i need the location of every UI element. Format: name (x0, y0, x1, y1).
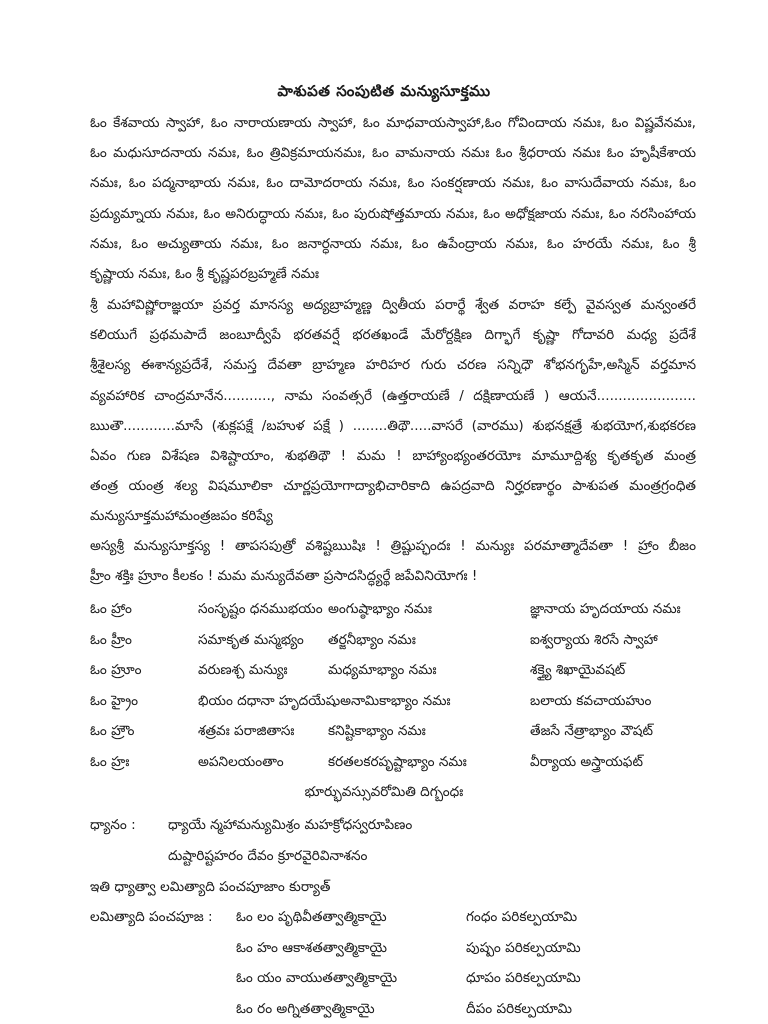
table-cell: ఓం హ్రూం (90, 662, 142, 679)
text-line: వ్యవహారిక చాంద్రమానేన..........., నామ సంవత్సరే (ఉత్తరాయణే / దక్షిణాయణే ) ఆయనే....................... (90, 387, 696, 404)
table-cell: ఓం హ్రీం (90, 631, 132, 648)
table-cell: శక్త్యై శిఖాయైవషట్ (530, 662, 626, 679)
table-row (90, 686, 696, 717)
text-line: నమః, ఓం పద్మనాభాయ నమః, ఓం దామోదరాయ నమః, ఓం సంకర్షణాయ నమః, ఓం వాసుదేవాయ నమః, ఓం (90, 175, 696, 192)
text-line: ఋతౌ............మాసే (శుక్లపక్షే /బహుళ పక్షే ) ........తిథౌ.....వాసరే (వారము) శుభనక్షత్రే శుభయోగ,శుభకరణ (90, 417, 696, 434)
table-cell: దీపం పరికల్పయామి (466, 1000, 572, 1017)
dhyanam-row (90, 841, 696, 872)
table-row (90, 902, 696, 933)
table-cell: కనిష్టికాభ్యాం నమః (328, 723, 426, 740)
table-cell: ఓం యం వాయుతత్వాత్మికాయై (236, 970, 398, 987)
text-line: కృష్ణాయ నమః, ఓం శ్రీ కృష్ణపరబ్రహ్మణే నమః (90, 265, 320, 282)
dhyanam-verse: దుష్టారిష్టహరం దేవం క్రూరవైరివినాశనం (168, 847, 368, 864)
table-cell: ఓం లం పృథివీతత్వాత్మికాయై (236, 909, 387, 925)
invocation-paragraph (90, 108, 696, 289)
table-cell: బలాయ కవచాయహుం (530, 692, 652, 709)
page-title: పాశుపత సంపుటిత మన్యుసూక్తము (277, 82, 491, 100)
table-cell: కరతలకరపృష్టాభ్యాం నమః (328, 753, 467, 770)
table-cell: పుష్పం పరికల్పయామి (466, 939, 581, 956)
text-line: నమః, ఓం అచ్యుతాయ నమః, ఓం జనార్ధనాయ నమః, ఓం ఉపేంద్రాయ నమః, ఓం హరయే నమః, ఓం శ్రీ (90, 235, 696, 252)
text-line: ఏవం గుణ విశేషణ విశిష్టాయాం, శుభతిథౌ ! మమ ! బాహ్యాంభ్యంతరయోః మామూద్దిశ్య కృతకృత మంత్ర (90, 447, 696, 464)
table-cell: ఓం హ్రౌం (90, 723, 135, 740)
ithi-line: ఇతి ధ్యాత్వా లమిత్యాది పంచపూజాం కుర్యాత్ (90, 879, 331, 895)
table-cell: జ్ఞానాయ హృదయాయ నమః (530, 601, 681, 617)
table-cell: మధ్యమాభ్యాం నమః (328, 662, 437, 679)
table-cell: శత్రవః పరాజితాసః (198, 723, 295, 740)
table-row (90, 655, 696, 686)
table-cell: భియం దధానా హృదయేషుఅనామికాభ్యాం నమః (198, 692, 451, 709)
text-line: తంత్ర యంత్ర శల్య విషమూలికా చూర్ణప్రయోగాద్యాభిచారికాది ఉపద్రవాది నిర్హరణార్థం పాశుపత మంత్రగ్రంధిత (90, 478, 696, 495)
text-line: హ్రీం శక్తిః హ్రూం కీలకం ! మమ మన్యుదేవతా ప్రసాదసిద్ధ్యర్థే జపేవినియోగః ! (90, 568, 478, 585)
table-cell: సంసృష్టం ధనముభయం (198, 601, 323, 617)
text-line: ఓం మధుసూదనాయ నమః, ఓం త్రివిక్రమాయనమః, ఓం వామనాయ నమః ఓం శ్రీధరాయ నమః ఓం హృషీకేశాయ (90, 145, 696, 162)
text-line: అస్యశ్రీ మన్యుసూక్తస్య ! తాపసపుత్రో వశిష్టఋషిః ! త్రిష్టుప్ఛందః ! మన్యుః పరమాత్మాదేవతా ! హ్రాం బీజం (90, 538, 696, 554)
table-cell: అపనిలయంతాం (198, 753, 284, 770)
table-cell: ఓం హ్రాం (90, 601, 132, 617)
table-cell: లమిత్యాది పంచపూజ : (90, 909, 213, 925)
table-row (90, 716, 696, 747)
digbandha-line: భూర్భువస్సువరోమితి దిగ్బంధః (304, 784, 464, 800)
panchapuja-table (90, 902, 696, 1024)
dhyanam-label: ధ్యానం : (90, 817, 136, 833)
table-cell: అంగుష్ఠాభ్యాం నమః (328, 601, 433, 617)
text-line: మన్యుసూక్తమహామంత్రజపం కరిష్యే (90, 508, 273, 525)
dhyanam-block (90, 810, 696, 871)
text-line: ఓం కేశవాయ స్వాహా, ఓం నారాయణాయ స్వాహా, ఓం మాధవాయస్వాహా,ఓం గోవిందాయ నమః, ఓం విష్ణవేనమః, (90, 115, 696, 131)
viniyoga-paragraph (90, 531, 696, 591)
text-line: కలియుగే ప్రథమపాదే జంబూద్వీపే భరతవర్షే భరతఖండే మేరోర్దక్షిణ దిగ్భాగే కృష్ణా గోదావరి మధ్య ప్రదేశే (90, 327, 696, 344)
table-cell: గంధం పరికల్పయామి (466, 909, 578, 925)
table-cell: ఐశ్వర్యాయ శిరసే స్వాహా (530, 631, 658, 648)
table-cell: ఓం హం ఆకాశతత్వాత్మికాయై (236, 939, 388, 956)
dhyanam-verse: ధ్యాయే న్మహామన్యుమిశ్రం మహక్రోధస్వరూపిణం (168, 817, 413, 833)
table-row (90, 933, 696, 964)
table-cell: ఓం రం అగ్నితత్వాత్మికాయై (236, 1000, 375, 1017)
table-cell: వరుణశ్చ మన్యుః (198, 662, 288, 679)
table-row (90, 594, 696, 625)
table-cell: ఓం హ్రః (90, 753, 130, 770)
text-line: ప్రద్యుమ్నాయ నమః, ఓం అనిరుద్ధాయ నమః, ఓం పురుషోత్తమాయ నమః, ఓం అధోక్షజాయ నమః, ఓం నరసింహాయ (90, 205, 696, 222)
dhyanam-row (90, 810, 696, 841)
table-cell: ఓం హ్రైం (90, 692, 139, 709)
table-cell: తర్జనీభ్యాం నమః (328, 631, 416, 648)
table-row (90, 625, 696, 656)
sankalpa-paragraph (90, 290, 696, 532)
nyasa-table (90, 594, 696, 778)
table-row (90, 994, 696, 1024)
table-cell: తేజసే నేత్రాభ్యాం వౌషట్ (530, 723, 653, 740)
text-line: శ్రీ మహావిష్ణోరాజ్ఞయా ప్రవర్త మానస్య అద్యబ్రాహ్మణ్ణ ద్వితీయ పరార్థే శ్వేత వరాహ కల్పే వైవస్వత మన్వంతరే (90, 297, 696, 313)
table-cell: ధూపం పరికల్పయామి (466, 970, 581, 987)
table-cell: వీర్యాయ అస్త్రాయఫట్ (530, 753, 643, 770)
table-row (90, 963, 696, 994)
table-cell: సమాకృత మస్మభ్యం (198, 631, 304, 648)
table-row (90, 747, 696, 778)
text-line: శ్రీశైలస్య ఈశాన్యప్రదేశే, సమస్త దేవతా బ్రాహ్మణ హరిహర గురు చరణ సన్నిధౌ శోభనగృహే,అస్మిన్ వర్తమాన (90, 357, 696, 374)
